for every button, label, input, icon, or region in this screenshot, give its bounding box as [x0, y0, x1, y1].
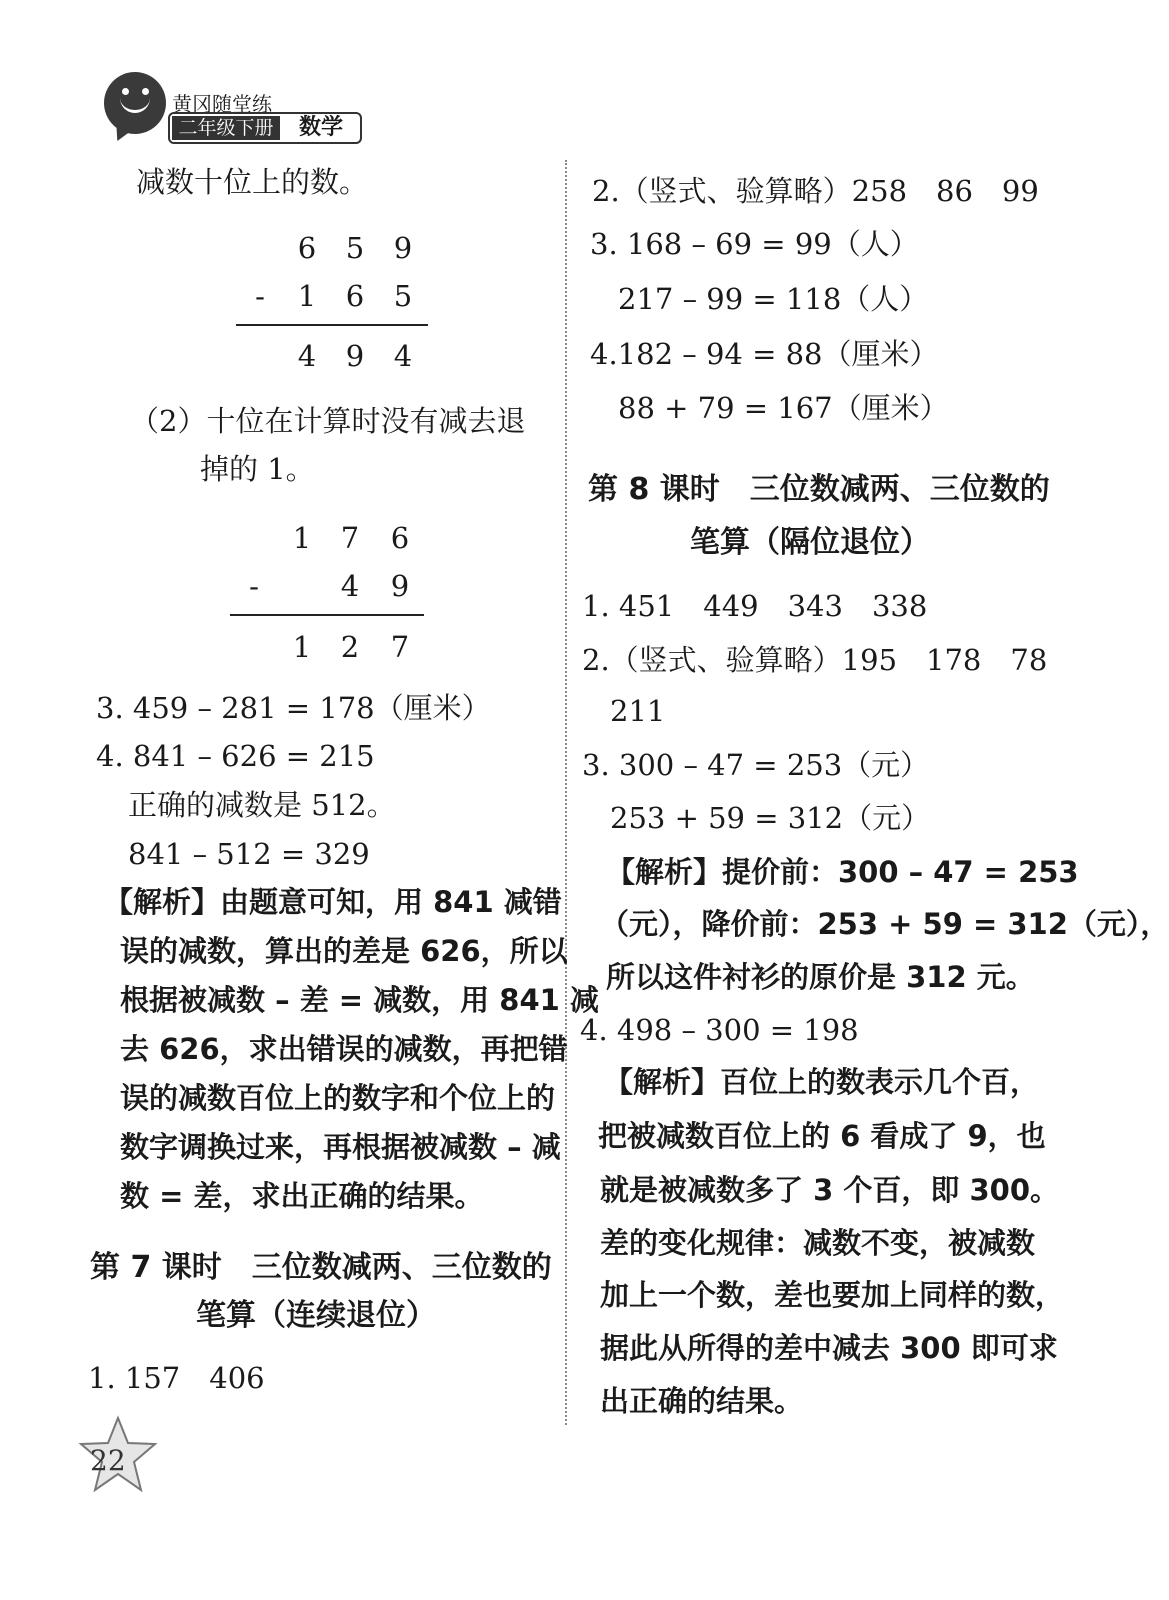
digit: 9: [390, 569, 410, 603]
analysis-line: 数字调换过来，再根据被减数 – 减: [120, 1130, 561, 1164]
item-2-line-1: （2）十位在计算时没有减去退: [130, 404, 526, 438]
lesson-8-question-2-line-2: 211: [610, 694, 666, 728]
minus-sign: -: [249, 569, 259, 603]
item-2-line-2: 掉的 1。: [200, 452, 315, 486]
grade-label: 二年级下册: [172, 116, 280, 140]
digit: 7: [390, 630, 410, 664]
right-question-3-line-1: 3. 168 – 69 = 99（人）: [590, 227, 919, 261]
question-4-line-2: 正确的减数是 512。: [128, 788, 396, 822]
lesson-7-title-line-1: 第 7 课时 三位数减两、三位数的: [90, 1250, 552, 1285]
question-4-line-3: 841 – 512 = 329: [128, 837, 370, 871]
digit: 5: [345, 231, 365, 265]
digit: 1: [292, 630, 312, 664]
digit: 2: [340, 630, 360, 664]
lesson-8-title-line-1: 第 8 课时 三位数减两、三位数的: [588, 472, 1050, 507]
intro-continuation: 减数十位上的数。: [136, 165, 369, 199]
lesson-8-q4-analysis-line: 就是被减数多了 3 个百，即 300。: [600, 1173, 1060, 1207]
right-question-4-line-1: 4.182 – 94 = 88（厘米）: [590, 337, 939, 371]
lesson-8-q3-analysis-line: 所以这件衬衫的原价是 312 元。: [606, 960, 1035, 994]
lesson-7-question-1: 1. 157 406: [88, 1361, 265, 1395]
analysis-line: 根据被减数 – 差 = 减数，用 841 减: [120, 983, 599, 1017]
question-3: 3. 459 – 281 = 178（厘米）: [96, 691, 491, 725]
digit: 9: [345, 339, 365, 373]
lesson-7-title-line-2: 笔算（连续退位）: [196, 1298, 436, 1333]
digit: 6: [345, 279, 365, 313]
lesson-8-q4-analysis-line: 出正确的结果。: [600, 1384, 804, 1418]
digit: 4: [297, 339, 317, 373]
lesson-8-q4-analysis-line: 加上一个数，差也要加上同样的数，: [600, 1278, 1065, 1312]
lesson-8-q4-analysis-line: 【解析】百位上的数表示几个百，: [604, 1065, 1040, 1099]
lesson-8-q4-analysis-line: 据此从所得的差中减去 300 即可求: [600, 1331, 1058, 1365]
minus-sign: -: [255, 279, 265, 313]
digit: 4: [393, 339, 413, 373]
grade-subject-badge: [168, 112, 362, 144]
analysis-line: 数 = 差，求出正确的结果。: [120, 1179, 484, 1213]
column-divider: [565, 160, 567, 1425]
question-4-line-1: 4. 841 – 626 = 215: [96, 739, 375, 773]
series-title: 黄冈随堂练: [172, 92, 272, 116]
lesson-8-q4-analysis-line: 差的变化规律：减数不变，被减数: [600, 1226, 1036, 1260]
analysis-line: 误的减数，算出的差是 626，所以: [120, 934, 568, 968]
digit: 6: [297, 231, 317, 265]
page-number: 22: [90, 1444, 126, 1477]
digit: 1: [297, 279, 317, 313]
lesson-8-q3-analysis-line: 【解析】提价前：300 – 47 = 253: [606, 855, 1079, 889]
digit: 6: [390, 521, 410, 555]
lesson-8-question-1: 1. 451 449 343 338: [582, 589, 928, 623]
lesson-8-q3-analysis-line: （元），降价前：253 + 59 = 312（元），: [600, 907, 1169, 941]
digit: 9: [393, 231, 413, 265]
lesson-8-question-3-line-1: 3. 300 – 47 = 253（元）: [582, 748, 930, 782]
lesson-8-question-3-line-2: 253 + 59 = 312（元）: [610, 801, 931, 835]
digit: 4: [340, 569, 360, 603]
digit: 5: [393, 279, 413, 313]
digit: 7: [340, 521, 360, 555]
analysis-line: 去 626，求出错误的减数，再把错: [120, 1032, 568, 1066]
digit: 1: [292, 521, 312, 555]
lesson-8-question-4: 4. 498 – 300 = 198: [580, 1013, 859, 1047]
analysis-line: 【解析】由题意可知，用 841 减错: [104, 885, 562, 919]
lesson-8-q4-analysis-line: 把被减数百位上的 6 看成了 9，也: [598, 1119, 1046, 1153]
right-question-4-line-2: 88 + 79 = 167（厘米）: [618, 391, 949, 425]
analysis-line: 误的减数百位上的数字和个位上的: [120, 1081, 556, 1115]
lesson-8-title-line-2: 笔算（隔位退位）: [690, 525, 930, 560]
right-question-3-line-2: 217 – 99 = 118（人）: [618, 282, 929, 316]
right-question-2: 2.（竖式、验算略）258 86 99: [592, 174, 1039, 208]
subject-label: 数学: [298, 115, 343, 140]
lesson-8-question-2-line-1: 2.（竖式、验算略）195 178 78: [582, 643, 1048, 677]
